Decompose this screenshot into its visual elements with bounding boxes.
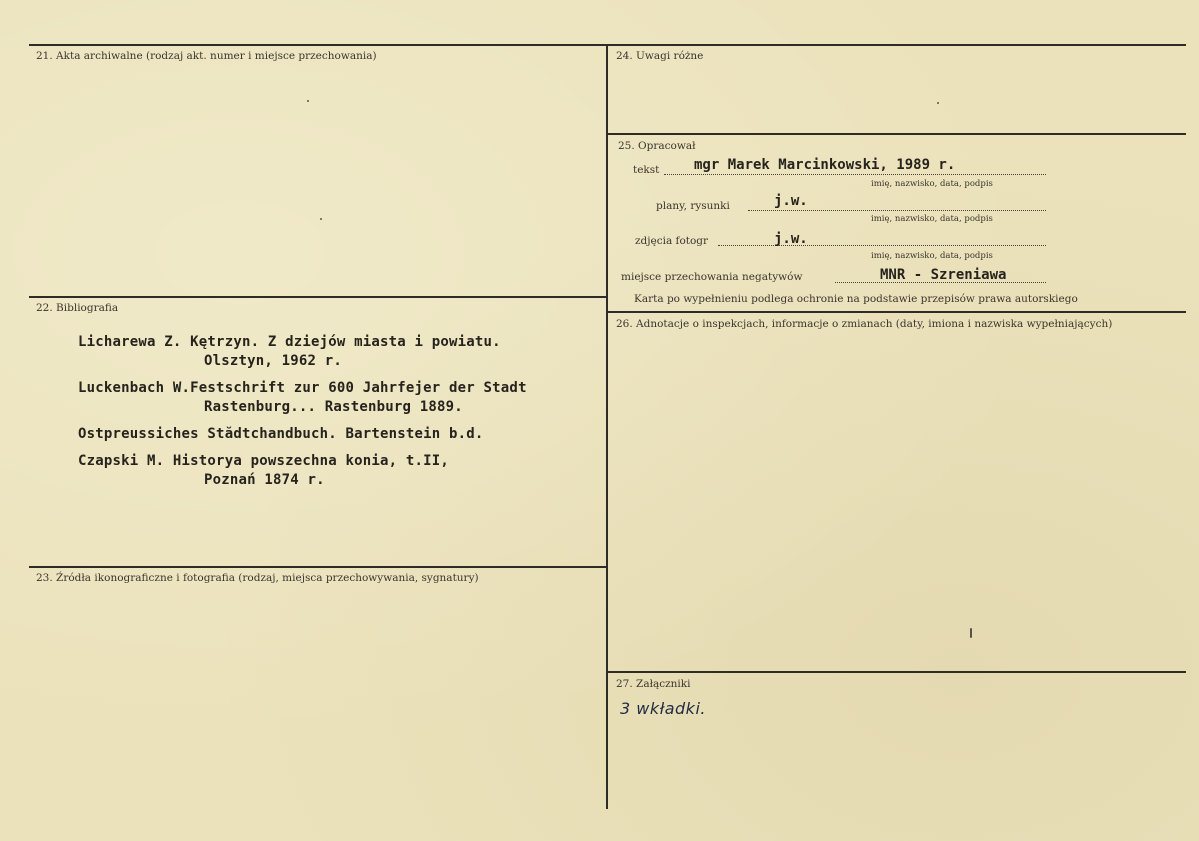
bibliography-list [78,333,527,498]
section-22-label: 22. Bibliografia [36,302,119,314]
tekst-value: mgr Marek Marcinkowski, 1989 r. [694,157,956,173]
bibliography-line: Luckenbach W.Festschrift zur 600 Jahrfejer der Stadt [78,380,527,396]
plany-dotted-line [748,210,1046,211]
miejsce-label: miejsce przechowania negatywów [621,271,803,283]
bibliography-line: Ostpreussiches Stădtchandbuch. Bartenstein b.d. [78,426,484,442]
tekst-dotted-line [664,174,1046,175]
copyright-note: Karta po wypełnieniu podlega ochronie na podstawie przepisów prawa autorskiego [634,293,1078,305]
miejsce-value: MNR - Szreniawa [880,267,1007,283]
rule-25-26 [607,311,1186,313]
rule-26-27 [607,671,1186,673]
paper-speck [307,100,309,102]
bibliography-line: Czapski M. Historya powszechna konia, t.II, [78,453,450,469]
section-26-label: 26. Adnotacje o inspekcjach, informacje o zmianach (daty, imiona i nazwiska wypełniających) [616,318,1113,330]
center-divider [606,44,608,809]
bibliography-line: Rastenburg... Rastenburg 1889. [204,399,463,415]
bibliography-line: Licharewa Z. Kętrzyn. Z dziejów miasta i powiatu. [78,334,501,350]
section-23-label: 23. Źródła ikonograficzne i fotografia (rodzaj, miejsca przechowywania, sygnatury) [36,572,479,584]
plany-caption: imię, nazwisko, data, podpis [871,214,993,224]
bibliography-entry [78,425,527,444]
bibliography-entry [78,379,527,417]
rule-22-23 [29,566,607,568]
bibliography-entry [78,452,527,490]
zdjecia-label: zdjęcia fotogr [635,235,709,247]
zdjecia-caption: imię, nazwisko, data, podpis [871,251,993,261]
plany-label: plany, rysunki [656,200,730,212]
paper-speck [970,628,972,638]
section-27-label: 27. Załączniki [616,678,691,690]
bibliography-line: Olsztyn, 1962 r. [204,353,343,369]
bibliography-line: Poznań 1874 r. [204,472,325,488]
tekst-caption: imię, nazwisko, data, podpis [871,179,993,189]
attachments-handwritten-note: 3 wkładki. [620,699,706,718]
rule-21-22 [29,296,607,298]
section-25-label: 25. Opracował [618,140,696,152]
section-21-label: 21. Akta archiwalne (rodzaj akt. numer i miejsce przechowania) [36,50,377,62]
zdjecia-value: j.w. [774,231,808,247]
tekst-label: tekst [633,164,660,176]
paper-speck [320,218,322,220]
zdjecia-dotted-line [718,245,1046,246]
paper-speck [937,102,939,104]
plany-value: j.w. [774,193,808,209]
bibliography-entry [78,333,527,371]
rule-24-25 [607,133,1186,135]
section-24-label: 24. Uwagi różne [616,50,704,62]
